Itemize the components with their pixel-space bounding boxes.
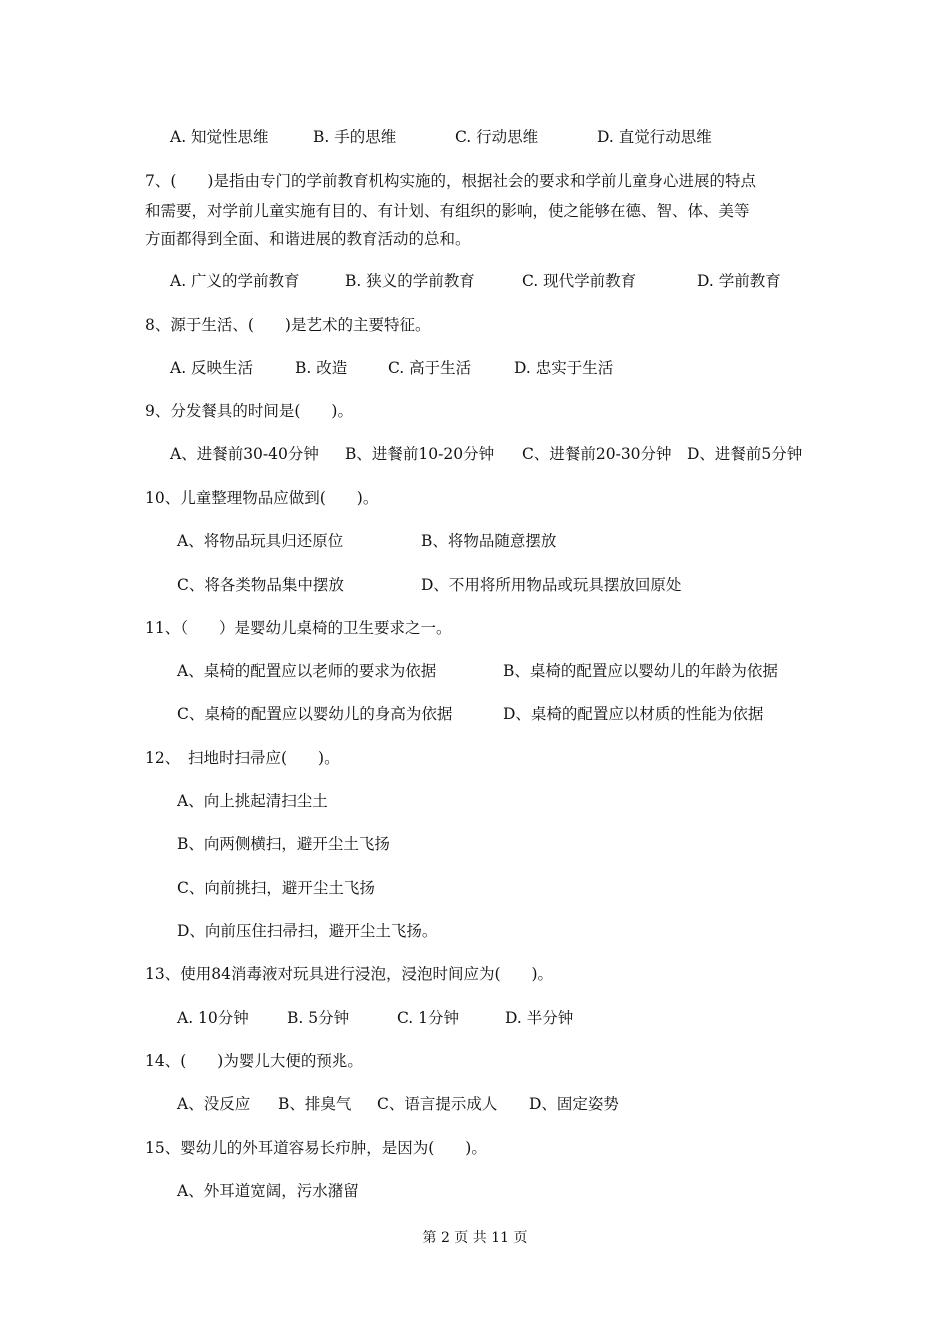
question-12-option-a: A、向上挑起清扫尘土 — [177, 792, 328, 810]
option-c: C. 1分钟 — [397, 1009, 460, 1027]
option-a: A. 10分钟 — [177, 1009, 249, 1027]
question-7-stem-line-3: 方面都得到全面、和谐进展的教育活动的总和。 — [145, 230, 471, 248]
option-b: B、将物品随意摆放 — [421, 532, 557, 550]
option-a: A、桌椅的配置应以老师的要求为依据 — [177, 662, 437, 680]
option-a: A. 广义的学前教育 — [170, 272, 300, 290]
question-10-stem: 10、儿童整理物品应做到( )。 — [145, 489, 379, 507]
option-a: A、进餐前30-40分钟 — [170, 445, 319, 463]
option-b: B、桌椅的配置应以婴幼儿的年龄为依据 — [503, 662, 778, 680]
question-11-stem: 11、（ ）是婴幼儿桌椅的卫生要求之一。 — [145, 619, 452, 637]
option-b: B. 手的思维 — [313, 128, 397, 146]
option-b: B、进餐前10-20分钟 — [345, 445, 495, 463]
question-7-stem-line-1: 7、( )是指由专门的学前教育机构实施的，根据社会的要求和学前儿童身心进展的特点 — [145, 172, 756, 190]
question-9-stem: 9、分发餐具的时间是( )。 — [145, 402, 353, 420]
option-d: D. 忠实于生活 — [514, 359, 614, 377]
option-d: D. 学前教育 — [697, 272, 781, 290]
option-b: B. 狭义的学前教育 — [345, 272, 475, 290]
option-c: C、桌椅的配置应以婴幼儿的身高为依据 — [177, 705, 453, 723]
question-12-option-d: D、向前压住扫帚扫，避开尘土飞扬。 — [177, 922, 438, 940]
option-a: A. 反映生活 — [170, 359, 254, 377]
question-12-stem: 12、 扫地时扫帚应( )。 — [145, 749, 340, 767]
option-c: C、将各类物品集中摆放 — [177, 576, 344, 594]
page-footer: 第 2 页 共 11 页 — [422, 1230, 528, 1246]
option-d: D、固定姿势 — [529, 1095, 619, 1113]
question-14-stem: 14、( )为婴儿大便的预兆。 — [145, 1052, 363, 1070]
option-a: A、没反应 — [177, 1095, 251, 1113]
question-7-stem-line-2: 和需要，对学前儿童实施有目的、有计划、有组织的影响，使之能够在德、智、体、美等 — [145, 202, 750, 220]
option-d: D、进餐前5分钟 — [687, 445, 803, 463]
option-b: B、排臭气 — [278, 1095, 352, 1113]
question-15-stem: 15、婴幼儿的外耳道容易长疖肿，是因为( )。 — [145, 1139, 487, 1157]
option-c: C、进餐前20-30分钟 — [522, 445, 672, 463]
option-b: B. 改造 — [295, 359, 348, 377]
question-15-option-a: A、外耳道宽阔，污水潴留 — [177, 1182, 359, 1200]
question-12-option-b: B、向两侧横扫，避开尘土飞扬 — [177, 835, 390, 853]
option-c: C. 现代学前教育 — [522, 272, 637, 290]
question-13-stem: 13、使用84消毒液对玩具进行浸泡，浸泡时间应为( )。 — [145, 965, 554, 983]
option-a: A、将物品玩具归还原位 — [177, 532, 344, 550]
option-c: C、语言提示成人 — [377, 1095, 498, 1113]
option-b: B. 5分钟 — [287, 1009, 350, 1027]
question-8-stem: 8、源于生活、( )是艺术的主要特征。 — [145, 316, 431, 334]
option-d: D. 直觉行动思维 — [597, 128, 712, 146]
option-d: D. 半分钟 — [505, 1009, 574, 1027]
option-d: D、不用将所用物品或玩具摆放回原处 — [421, 576, 682, 594]
option-c: C. 行动思维 — [455, 128, 539, 146]
option-c: C. 高于生活 — [388, 359, 472, 377]
question-12-option-c: C、向前挑扫，避开尘土飞扬 — [177, 879, 375, 897]
option-d: D、桌椅的配置应以材质的性能为依据 — [503, 705, 764, 723]
option-a: A. 知觉性思维 — [170, 128, 269, 146]
